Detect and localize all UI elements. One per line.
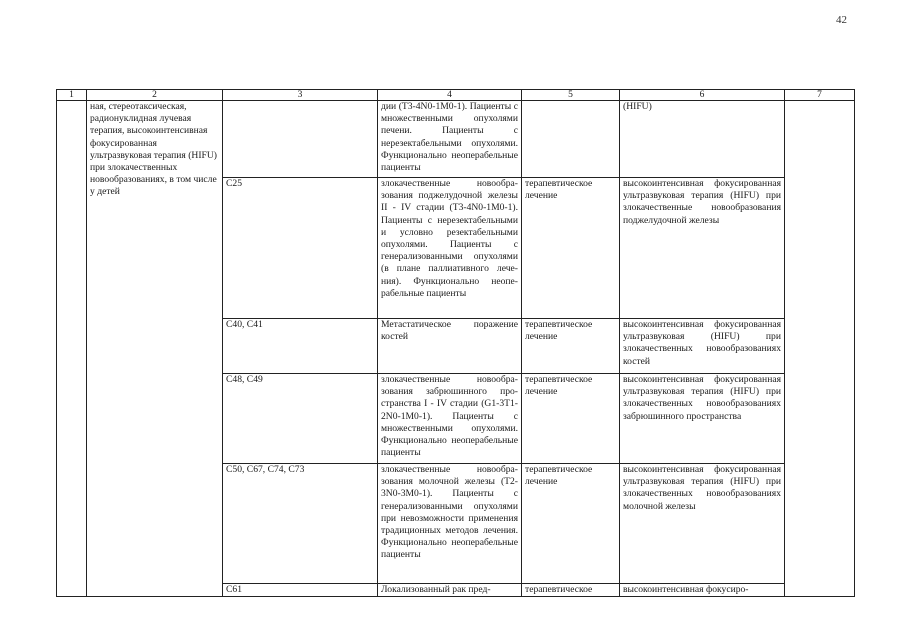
treatment-type-cell <box>522 101 620 178</box>
column-header-7: 7 <box>785 90 855 101</box>
column-header-4: 4 <box>378 90 522 101</box>
patient-model-cell: Локализованный рак пред- <box>378 584 522 597</box>
treatment-method-cell: высокоинтенсивная фокусированная ультразвуковая терапия (HIFU) при злокачественных новообразованиях забрюшинного пространства <box>620 374 785 464</box>
patient-model-cell: злокачественные новообразования забрюшинного пространства I - IV стадии (G1-3Т1-2N0-1М0-1). Пациенты с множественными опухолями. Функционально неоперабельные пациенты <box>378 374 522 464</box>
treatment-table <box>56 89 855 597</box>
treatment-method-cell: (HIFU) <box>620 101 785 178</box>
treatment-method-cell: высокоинтенсивная фокусированная ультразвуковая (HIFU) при злокачественных новообразованиях костей <box>620 319 785 374</box>
treatment-type-cell: терапевтическое лечение <box>522 319 620 374</box>
treatment-type-cell: терапевтическое лечение <box>522 374 620 464</box>
diagnosis-code-cell: C48, C49 <box>223 374 378 464</box>
column-header-3: 3 <box>223 90 378 101</box>
table-row <box>57 101 855 178</box>
treatment-type-cell: терапевтическое <box>522 584 620 597</box>
diagnosis-code-cell: C61 <box>223 584 378 597</box>
procedure-name-cell: ная, стереотаксическая, радионуклидная лучевая терапия, высокоинтенсивная фокусированная ультразвуковая терапия (HIFU) при злокачественных новообразованиях, в том числе у детей <box>87 101 223 597</box>
treatment-method-cell: высокоинтенсивная фокусированная ультразвуковая терапия (HIFU) при злокачественных новообразованиях молочной железы <box>620 464 785 584</box>
patient-model-cell: Метастатическое поражение костей <box>378 319 522 374</box>
cell-col1 <box>57 101 87 597</box>
diagnosis-code-cell <box>223 101 378 178</box>
page-number: 42 <box>836 14 847 26</box>
treatment-type-cell: терапевтическое лечение <box>522 464 620 584</box>
column-header-2: 2 <box>87 90 223 101</box>
cell-col7 <box>785 101 855 597</box>
column-header-5: 5 <box>522 90 620 101</box>
column-header-1: 1 <box>57 90 87 101</box>
column-header-6: 6 <box>620 90 785 101</box>
column-number-row <box>57 90 855 101</box>
patient-model-cell: злокачественные новообразования поджелудочной железы II - IV стадии (Т3-4N0-1М0-1). Пациенты с нерезектабельными и условно резектабельными опухолями. Пациенты с генерализованными опухолями (в плане паллиативного лечения). Функционально неоперабельные пациенты <box>378 178 522 319</box>
treatment-method-cell: высокоинтенсивная фокусиро- <box>620 584 785 597</box>
treatment-method-cell: высокоинтенсивная фокусированная ультразвуковая терапия (HIFU) при злокачественные новообразования поджелудочной железы <box>620 178 785 319</box>
patient-model-cell: злокачественные новообразования молочной железы (Т2-3N0-3М0-1). Пациенты с генерализованными опухолями при невозможности применения традиционных методов лечения. Функционально неоперабельные пациенты <box>378 464 522 584</box>
diagnosis-code-cell: C40, C41 <box>223 319 378 374</box>
treatment-type-cell: терапевтическое лечение <box>522 178 620 319</box>
diagnosis-code-cell: C25 <box>223 178 378 319</box>
patient-model-cell: дии (Т3-4N0-1М0-1). Пациенты с множественными опухолями печени. Пациенты с нерезектабельными опухолями. Функционально неоперабельные пациенты <box>378 101 522 178</box>
diagnosis-code-cell: C50, C67, C74, C73 <box>223 464 378 584</box>
